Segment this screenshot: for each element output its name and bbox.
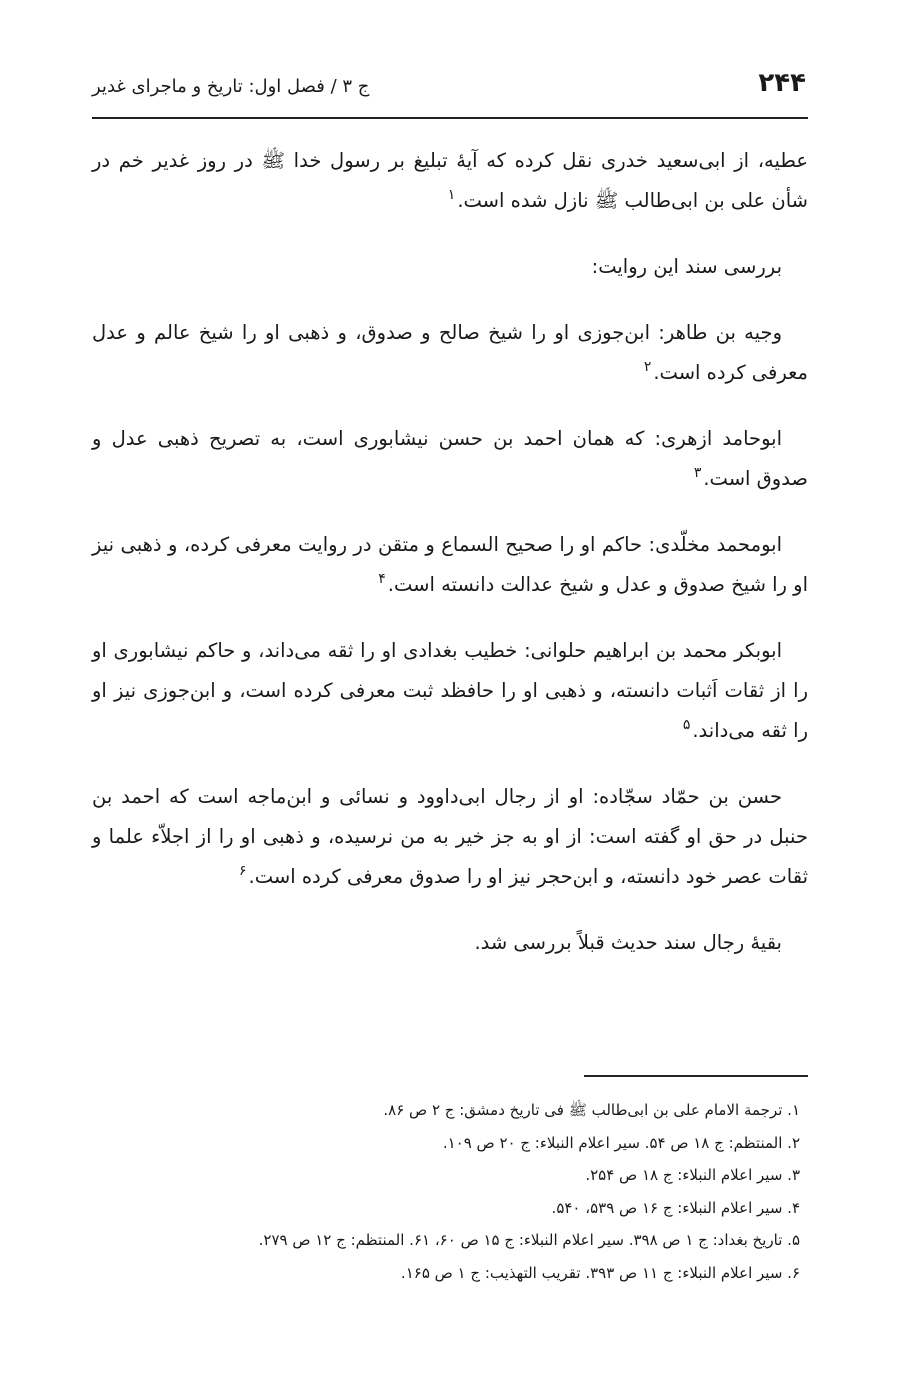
paragraph-text: بقیهٔ رجال سند حدیث قبلاً بررسی شد. bbox=[474, 931, 782, 954]
footnote-line: ۵. تاریخ بغداد: ج ۱ ص ۳۹۸. سیر اعلام النبلاء: ج ۱۵ ص ۶۰، ۶۱. المنتظم: ج ۱۲ ص ۲۷۹. bbox=[258, 1231, 800, 1249]
page-number: ۲۴۴ bbox=[758, 68, 806, 98]
footnote-line: ۳. سیر اعلام النبلاء: ج ۱۸ ص ۲۵۴. bbox=[585, 1166, 800, 1184]
book-page bbox=[92, 0, 808, 1390]
paragraph-text: بررسی سند این روایت: bbox=[591, 255, 782, 278]
footnote-ref[interactable]: ۱ bbox=[447, 187, 456, 203]
page-header bbox=[92, 68, 808, 108]
paragraph-text: حسن بن حمّاد سجّاده: او از رجال ابی‌داوود و نسائی و ابن‌ماجه است که احمد بن حنبل در حق او گفته است: از او به جز خیر به من نرسیده، و ذهبی او را از اجلاّء علما و ثقات عصر خود دانسته، و ابن‌حجر نیز او را صدوق معرفی کرده است. bbox=[92, 785, 808, 888]
paragraph-text: عطیه، از ابی‌سعید خدری نقل کرده که آیهٔ تبلیغ بر رسول خدا ﷺ در روز غدیر خم در شأن علی بن ابی‌طالب ﷺ نازل شده است. bbox=[92, 149, 808, 212]
footnote-line: ۶. سیر اعلام النبلاء: ج ۱۱ ص ۳۹۳. تقریب التهذیب: ج ۱ ص ۱۶۵. bbox=[400, 1263, 800, 1282]
paragraph bbox=[92, 419, 808, 499]
paragraph bbox=[92, 313, 808, 393]
footnote-ref[interactable]: ۲ bbox=[643, 359, 652, 375]
paragraph bbox=[92, 631, 808, 751]
paragraph bbox=[92, 923, 808, 963]
body-text bbox=[92, 141, 808, 989]
footnote-ref[interactable]: ۵ bbox=[682, 717, 691, 733]
paragraph bbox=[92, 141, 808, 221]
running-head: ج ۳ / فصل اول: تاریخ و ماجرای غدیر bbox=[92, 76, 370, 97]
paragraph-text: وجیه بن طاهر: ابن‌جوزی او را شیخ صالح و صدوق، و ذهبی او را شیخ عالم و عدل معرفی کرده است. bbox=[92, 321, 808, 384]
paragraph bbox=[92, 247, 808, 287]
paragraph bbox=[92, 777, 808, 897]
footnote-ref[interactable]: ۴ bbox=[378, 571, 386, 587]
paragraph bbox=[92, 525, 808, 605]
footnote-line: ۱. ترجمة الامام علی بن ابی‌طالب ﷺ فی تاریخ دمشق: ج ۲ ص ۸۶. bbox=[383, 1101, 800, 1119]
paragraph-text: ابومحمد مخلّدی: حاکم او را صحیح السماع و متقن در روایت معرفی کرده، و ذهبی نیز او را شیخ صدوق و عدل و شیخ عدالت دانسته است. bbox=[92, 533, 808, 596]
footnote-rule bbox=[584, 1075, 808, 1077]
footnote-line: ۴. سیر اعلام النبلاء: ج ۱۶ ص ۵۳۹، ۵۴۰. bbox=[551, 1198, 800, 1217]
paragraph-text: ابوحامد ازهری: که همان احمد بن حسن نیشابوری است، به تصریح ذهبی عدل و صدوق است. bbox=[92, 427, 808, 490]
footnotes bbox=[92, 1094, 800, 1289]
footnote-ref[interactable]: ۶ bbox=[239, 863, 247, 879]
footnote-ref[interactable]: ۳ bbox=[693, 465, 702, 481]
header-rule bbox=[92, 117, 808, 119]
paragraph-text: ابوبکر محمد بن ابراهیم حلوانی: خطیب بغدادی او را ثقه می‌داند، و حاکم نیشابوری او را از ثقات اَثبات دانسته، و ذهبی او را حافظد ثبت معرفی کرده است، و ابن‌جوزی نیز او را ثقه می‌داند. bbox=[92, 639, 808, 742]
footnote-line: ۲. المنتظم: ج ۱۸ ص ۵۴. سیر اعلام النبلاء: ج ۲۰ ص ۱۰۹. bbox=[442, 1133, 800, 1152]
